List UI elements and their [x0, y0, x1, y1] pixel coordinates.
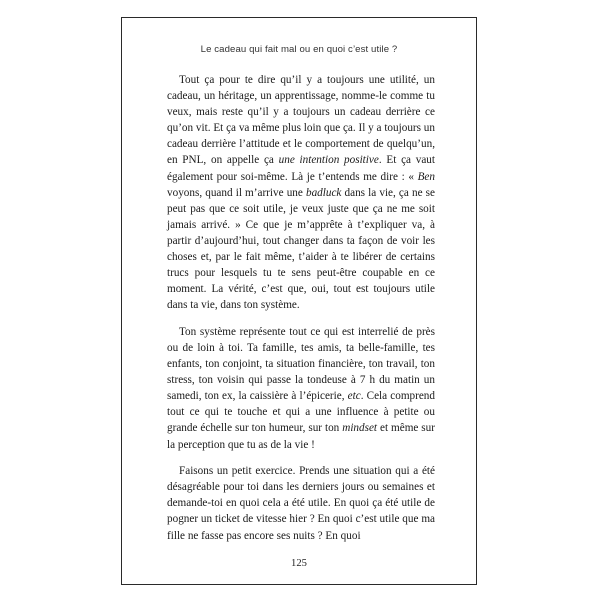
running-head: Le cadeau qui fait mal ou en quoi c’est utile ?: [200, 44, 398, 55]
text-run: voyons, quand il m’arrive une: [167, 186, 306, 199]
text-run: . Et ça vaut également pour soi-même. Là je t’entends me dire : «: [167, 154, 435, 183]
paragraph-2: [167, 324, 435, 453]
paragraph-1: [167, 72, 435, 313]
book-page: [121, 17, 477, 585]
body-text: [167, 72, 435, 544]
text-run: Faisons un petit exercice. Prends une situation qui a été désagréable pour toi dans les derniers jours ou semaines et demande-toi en quoi cela a été utile. En quoi ça été utile de pogner un ticket de vitesse hier ? En quoi c’est utile que ma fille ne fasse pas encore ses nuits ? En quoi: [167, 465, 435, 542]
italic-run: Ben: [417, 170, 435, 183]
text-run: . Cela comprend tout ce qui te touche et qui a une influence à petite ou grande échelle sur ton humeur, sur ton: [167, 390, 435, 435]
text-run: Tout ça pour te dire qu’il y a toujours une utilité, un cadeau, un héritage, un apprentissage, nomme-le comme tu veux, mais reste qu’il y a toujours un cadeau derrière ce qu’on vit. Et ça va même plus loin que ça. Il y a toujours un cadeau derrière l’attitude et le comportement de quelqu’un, en PNL, on appelle ça: [167, 74, 435, 167]
text-run: et même sur la perception que tu as de la vie !: [167, 422, 435, 451]
text-run: Ton système représente tout ce qui est interrelié de près ou de loin à toi. Ta famille, tes amis, ta belle-famille, tes enfants, ton conjoint, ta situation financière, ton travail, ton stress, ton voisin qui passe la tondeuse à 7 h du matin un samedi, ton ex, la caissière à l’épicerie,: [167, 325, 435, 403]
italic-run: une intention positive: [278, 154, 379, 167]
page-number: 125: [291, 558, 307, 569]
paragraph-3: [167, 463, 435, 543]
italic-run: mindset: [342, 422, 378, 435]
italic-run: badluck: [305, 186, 342, 199]
text-run: dans la vie, ça ne se peut pas que ce soit utile, je veux juste que ça ne me soit jamais arrivé. » Ce que je m’apprête à t’expliquer va, à partir d’aujourd’hui, tout changer dans ta façon de voir les choses et, par le fait même, t’aider à te libérer de certains trucs pour lesquels tu te sens peut-être coupable en ce moment. La vérité, c’est que, oui, tout est toujours utile dans ta vie, dans ton système.: [167, 186, 435, 312]
italic-run: etc: [347, 390, 361, 403]
